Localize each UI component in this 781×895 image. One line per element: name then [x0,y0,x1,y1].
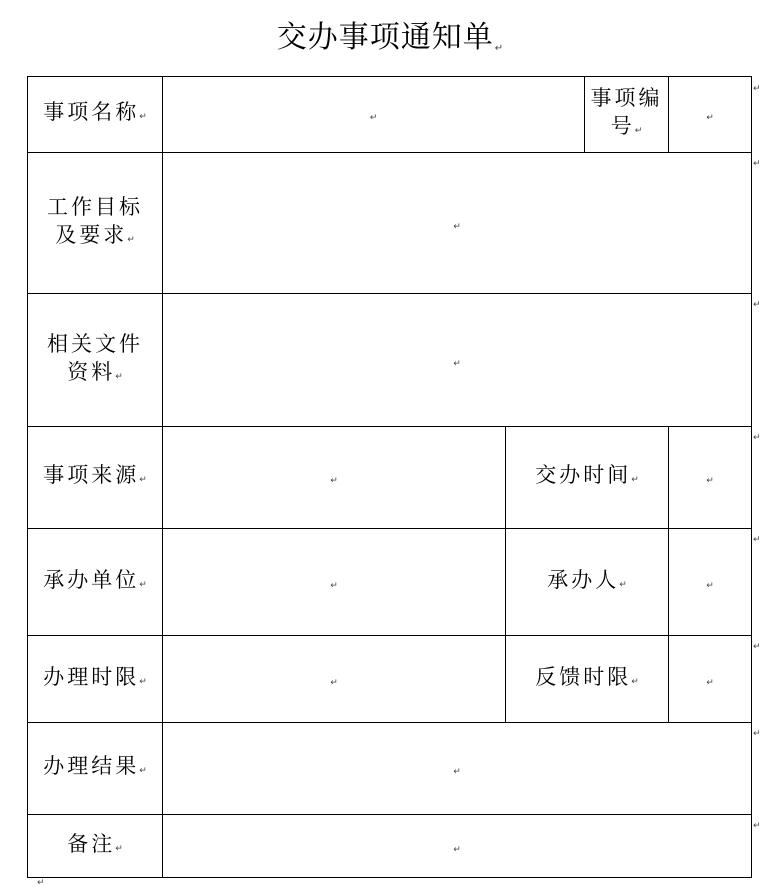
person-label-cell [506,529,669,636]
document-title [0,18,781,69]
paragraph-mark-icon: ↵ [453,844,461,855]
form-row-deadlines [28,636,752,723]
row-end-mark-icon: ↵ [753,535,761,545]
assign-time-label-cell [506,427,669,529]
form-row-source [28,427,752,529]
row-end-mark-icon: ↵ [753,433,761,443]
goals-label-cell [28,153,163,294]
item-name-label-cell [28,77,163,153]
unit-field[interactable] [163,529,506,636]
person-label: 承办人 [547,567,620,592]
row-end-mark-icon: ↵ [753,821,761,831]
feedback-deadline-field[interactable] [669,636,752,723]
paragraph-mark-icon: ↵ [139,112,147,122]
form-row-remarks [28,815,752,878]
paragraph-mark-icon: ↵ [453,358,461,369]
item-number-field[interactable] [669,77,752,153]
feedback-deadline-label: 反馈时限 [535,664,632,689]
form-row-undertaker [28,529,752,636]
deadline-label: 办理时限 [43,664,140,689]
goals-label-line2: 及要求 [55,222,128,247]
form-row-documents [28,294,752,427]
paragraph-mark-icon: ↵ [330,476,338,486]
paragraph-mark-icon: ↵ [115,843,123,854]
paragraph-mark-icon: ↵ [631,475,639,485]
paragraph-mark-icon: ↵ [706,113,714,123]
item-number-label-cell [585,77,669,153]
person-field[interactable] [669,529,752,636]
feedback-deadline-label-cell [506,636,669,723]
documents-label-line2: 资料 [67,359,116,384]
form-row-goals [28,153,752,294]
row-end-mark-icon: ↵ [753,729,761,739]
unit-label-cell [28,529,163,636]
paragraph-mark-icon: ↵ [631,676,639,687]
result-label-cell [28,723,163,815]
row-end-mark-icon: ↵ [753,84,761,94]
paragraph-mark-icon: ↵ [139,676,147,687]
paragraph-mark-icon: ↵ [115,371,123,382]
paragraph-mark-icon: ↵ [127,234,135,245]
paragraph-mark-icon: ↵ [330,580,338,591]
paragraph-mark-icon: ↵ [706,580,714,591]
remarks-field[interactable] [163,815,752,878]
paragraph-mark-icon: ↵ [453,221,461,232]
form-row-item-name [28,77,752,153]
assign-time-label: 交办时间 [535,463,632,487]
paragraph-mark-icon: ↵ [139,475,147,485]
goals-field[interactable] [163,153,752,294]
paragraph-mark-icon: ↵ [706,476,714,486]
assign-time-field[interactable] [669,427,752,529]
item-number-label: 事项编号 [590,86,663,138]
paragraph-mark-icon: ↵ [369,113,378,123]
source-label: 事项来源 [43,463,140,487]
title-text: 交办事项通知单 [276,20,494,55]
result-field[interactable] [163,723,752,815]
remarks-label: 备注 [67,831,116,856]
row-end-mark-icon: ↵ [753,300,761,310]
source-field[interactable] [163,427,506,529]
paragraph-mark-icon: ↵ [494,43,505,54]
documents-label-cell [28,294,163,427]
paragraph-mark-icon: ↵ [330,677,338,688]
row-end-mark-icon: ↵ [753,642,761,652]
paragraph-mark-icon: ↵ [706,677,714,688]
paragraph-mark-icon: ↵ [619,579,627,590]
documents-field[interactable] [163,294,752,427]
unit-label: 承办单位 [43,567,140,592]
documents-label-line1: 相关文件 [47,331,143,356]
result-label: 办理结果 [43,754,140,778]
item-name-label: 事项名称 [43,100,140,124]
deadline-field[interactable] [163,636,506,723]
goals-label-line1: 工作目标 [47,194,143,219]
item-name-field[interactable] [163,77,585,153]
deadline-label-cell [28,636,163,723]
notice-form-table [27,76,752,878]
source-label-cell [28,427,163,529]
paragraph-mark-icon: ↵ [453,767,461,777]
document-end-mark-icon: ↵ [37,878,45,888]
paragraph-mark-icon: ↵ [139,766,147,776]
row-end-mark-icon: ↵ [753,159,761,169]
remarks-label-cell [28,815,163,878]
paragraph-mark-icon: ↵ [139,579,147,590]
form-row-result [28,723,752,815]
paragraph-mark-icon: ↵ [634,126,643,136]
